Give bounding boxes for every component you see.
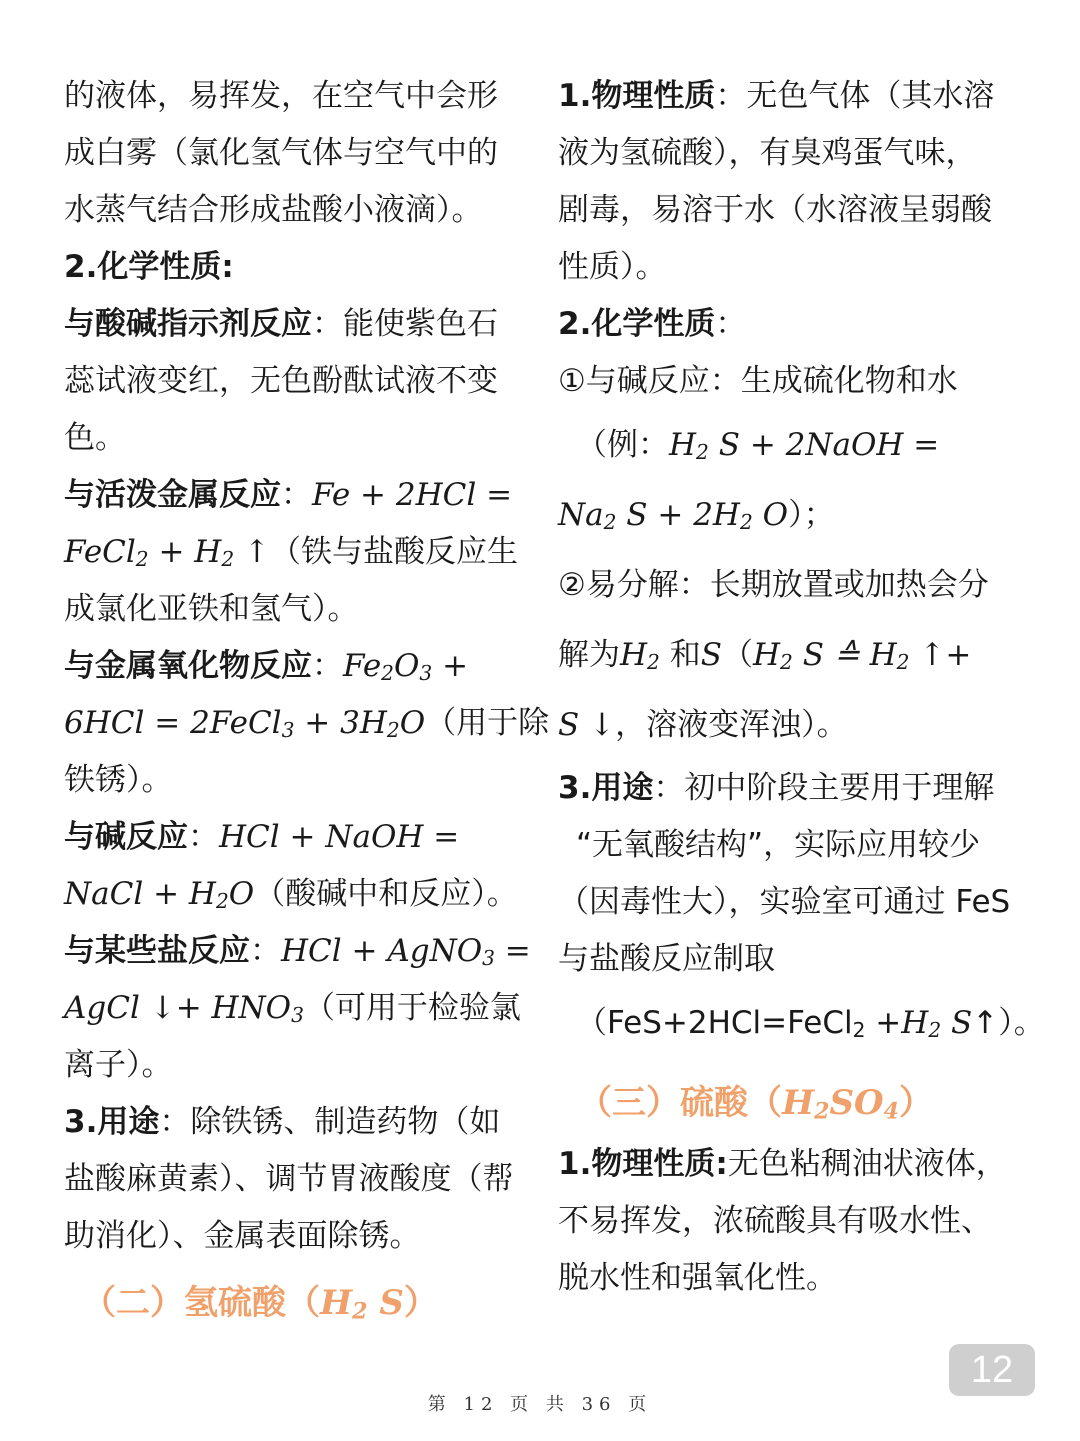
text-line: 蕊试液变红，无色酚酞试液不变 xyxy=(64,363,498,399)
section-title-chem-properties: 2.化学性质: xyxy=(64,249,234,285)
text-line: 剧毒，易溶于水（水溶液呈弱酸 xyxy=(558,192,992,228)
text-line: （因毒性大），实验室可通过 FeS xyxy=(558,884,1011,920)
text-line xyxy=(64,524,526,581)
text-line xyxy=(64,638,526,695)
text-line: 成氯化亚铁和氢气）。 xyxy=(64,591,359,627)
formula: FeCl$_2$ + $H_2$ ↑ xyxy=(64,534,271,572)
text-line xyxy=(558,1136,1028,1193)
text-line xyxy=(64,467,526,524)
text: （铁与盐酸反应生 xyxy=(270,534,519,570)
text: 无色粘稠油状液体， xyxy=(727,1146,1007,1182)
text-line xyxy=(64,296,526,353)
text: ：初中阶段主要用于理解 xyxy=(653,770,995,806)
right-column xyxy=(558,68,1045,1307)
text-line: 铁锈）。 xyxy=(64,762,173,798)
text: ：无色气体（其水溶 xyxy=(715,78,995,114)
text: ：能使紫色石 xyxy=(312,306,498,342)
formula: S ↓ xyxy=(558,707,616,743)
formula: HCl + NaOH = xyxy=(219,819,460,855)
text-line xyxy=(64,866,526,923)
term-label: 2.化学性质 xyxy=(558,306,716,342)
text: ： xyxy=(281,477,312,513)
text: （例： xyxy=(576,427,669,463)
text-line: 解为$H_2$ 和$S(H_2$ S ≙ $H_2$ ↑+ xyxy=(558,637,972,675)
text-line: 成白雾（氯化氢气体与空气中的 xyxy=(64,135,498,171)
formula: HCl + AgNO$_3$ = xyxy=(281,933,531,971)
text-line: 脱水性和强氧化性。 xyxy=(558,1260,837,1296)
term-label: 3.用途 xyxy=(64,1104,160,1140)
text-line: （FeS+2HCl=FeCl$_2$ $+H_2$ S↑）。 xyxy=(576,1005,1045,1043)
formula: Fe + 2HCl = xyxy=(312,477,513,513)
formula: $Fe_2O_3$ + xyxy=(343,648,469,686)
term-label: 与碱反应 xyxy=(64,819,188,855)
term-label: 1.物理性质: xyxy=(558,1146,728,1182)
text-line xyxy=(64,695,550,752)
text-line: 不易挥发，浓硫酸具有吸水性、 xyxy=(558,1203,992,1239)
text: ： xyxy=(188,819,219,855)
formula: AgCl ↓+ $HNO_3$ xyxy=(64,990,304,1028)
text-line: “无氧酸结构”，实际应用较少 xyxy=(576,827,981,863)
text-line xyxy=(558,690,1028,760)
text-line xyxy=(64,980,526,1037)
term-label: 与某些盐反应 xyxy=(64,933,250,969)
text-line: 的液体，易挥发，在空气中会形 xyxy=(64,78,498,114)
term-label: 与金属氧化物反应 xyxy=(64,648,312,684)
text-line: ②易分解：长期放置或加热会分 xyxy=(558,567,989,603)
page-footer: 第 12 页 共 36 页 xyxy=(427,1394,653,1415)
text: （可用于检验氯 xyxy=(303,990,521,1026)
left-column xyxy=(64,68,550,1265)
text-line: 色。 xyxy=(64,420,126,456)
text-line xyxy=(558,68,1028,125)
text: （用于除 xyxy=(425,705,550,741)
text-line: 水蒸气结合形成盐酸小液滴）。 xyxy=(64,192,483,228)
formula: $Na_2$ $S + 2H_2$ O xyxy=(558,497,789,535)
section-heading-hydrosulfuric-acid: （二）氢硫酸（$H_2$ S） xyxy=(82,1283,438,1325)
formula: NaCl + $H_2O$ xyxy=(64,876,255,914)
text: ： xyxy=(250,933,281,969)
text: ）； xyxy=(788,497,835,533)
text: ： xyxy=(312,648,343,684)
text-line: 离子）。 xyxy=(64,1047,173,1083)
text-line xyxy=(64,923,531,980)
text-line xyxy=(558,480,1028,550)
text-line xyxy=(558,410,1028,480)
text-line: 性质）。 xyxy=(558,249,667,285)
term-label: 1.物理性质 xyxy=(558,78,716,114)
text: ： xyxy=(715,306,747,342)
formula: $H_2$ S + 2NaOH = xyxy=(669,427,940,465)
page-number-badge: 12 xyxy=(949,1344,1035,1396)
text-line: 液为氢硫酸），有臭鸡蛋气味， xyxy=(558,135,977,171)
text-line xyxy=(64,1094,526,1151)
text: ，溶液变浑浊）。 xyxy=(615,707,848,743)
text: （酸碱中和反应）。 xyxy=(254,876,518,912)
text-line xyxy=(64,809,526,866)
formula: 6HCl = 2FeCl$_3$ + $3H_2O$ xyxy=(64,705,426,743)
text-line: 与盐酸反应制取 xyxy=(558,941,775,977)
text-line xyxy=(558,296,1028,353)
term-label: 与活泼金属反应 xyxy=(64,477,281,513)
section-heading-sulfuric-acid: （三）硫酸$(H_2SO_4)$ xyxy=(578,1083,934,1125)
text-line: 盐酸麻黄素）、调节胃液酸度（帮 xyxy=(64,1161,514,1197)
term-label: 与酸碱指示剂反应 xyxy=(64,306,312,342)
text-line: 助消化）、金属表面除锈。 xyxy=(64,1218,421,1254)
text-line xyxy=(558,760,1028,817)
term-label: 3.用途 xyxy=(558,770,654,806)
text-line: ①与碱反应：生成硫化物和水 xyxy=(558,363,958,399)
text: ：除铁锈、制造药物（如 xyxy=(159,1104,501,1140)
